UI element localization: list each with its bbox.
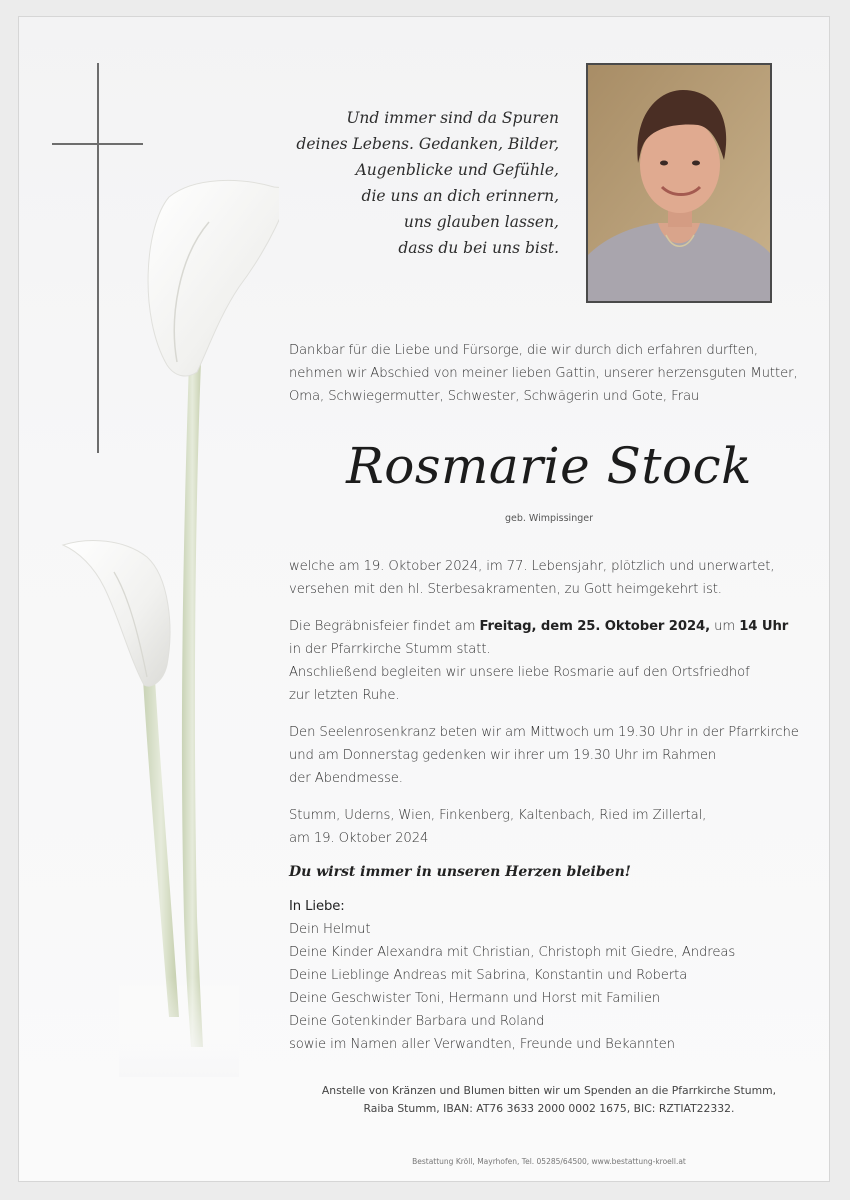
note-line: Raiba Stumm, IBAN: AT76 3633 2000 0002 1675, BIC: RZTIAT22332.	[363, 1102, 735, 1115]
text-line: Den Seelenrosenkranz beten wir am Mittwoch um 19.30 Uhr in der Pfarrkirche	[289, 725, 799, 740]
intro-text	[289, 339, 809, 408]
text-line: versehen mit den hl. Sterbesakramenten, zu Gott heimgekehrt ist.	[289, 582, 722, 597]
poem-line: uns glauben lassen,	[403, 213, 559, 231]
text-line: welche am 19. Oktober 2024, im 77. Lebensjahr, plötzlich und unerwartet,	[289, 559, 775, 574]
poem-line: die uns an dich erinnern,	[361, 187, 559, 205]
donation-note	[289, 1082, 809, 1118]
portrait-photo	[586, 63, 772, 303]
text-line: und am Donnerstag gedenken wir ihrer um 19.30 Uhr im Rahmen	[289, 748, 717, 763]
text-line: Dankbar für die Liebe und Fürsorge, die wir durch dich erfahren durften,	[289, 343, 759, 358]
family-list	[289, 895, 809, 1056]
funeral-text: um	[710, 619, 740, 634]
text-line: zur letzten Ruhe.	[289, 688, 400, 703]
funeral-info	[289, 615, 809, 707]
text-line: Stumm, Uderns, Wien, Finkenberg, Kaltenbach, Ried im Zillertal,	[289, 808, 707, 823]
family-line: sowie im Namen aller Verwandten, Freunde und Bekannten	[289, 1037, 675, 1052]
family-line: Deine Kinder Alexandra mit Christian, Christoph mit Giedre, Andreas	[289, 945, 736, 960]
poem	[259, 105, 559, 261]
text-line	[289, 615, 809, 638]
deceased-name: Rosmarie Stock	[346, 437, 752, 495]
places-date	[289, 804, 809, 850]
text-line: Anschließend begleiten wir unsere liebe Rosmarie auf den Ortsfriedhof	[289, 665, 750, 680]
obituary-sheet	[18, 16, 830, 1182]
portrait-image	[588, 65, 770, 301]
text-line: der Abendmesse.	[289, 771, 403, 786]
funeral-text: Die Begräbnisfeier findet am	[289, 619, 480, 634]
text-line: nehmen wir Abschied von meiner lieben Gattin, unserer herzensguten Mutter,	[289, 366, 798, 381]
death-notice	[289, 555, 809, 601]
text-line: Oma, Schwiegermutter, Schwester, Schwägerin und Gote, Frau	[289, 389, 700, 404]
family-line: Deine Lieblinge Andreas mit Sabrina, Konstantin und Roberta	[289, 968, 688, 983]
poem-line: dass du bei uns bist.	[398, 239, 559, 257]
lily-flower-bottom	[63, 541, 170, 687]
family-line: Deine Geschwister Toni, Hermann und Horst mit Familien	[289, 991, 661, 1006]
lily-stem-short	[143, 679, 179, 1017]
family-line: Dein Helmut	[289, 922, 371, 937]
motto: Du wirst immer in unseren Herzen bleiben!	[289, 864, 631, 880]
family-heading: In Liebe:	[289, 899, 345, 914]
text-line: am 19. Oktober 2024	[289, 831, 429, 846]
calla-lily-illustration	[19, 17, 279, 1177]
poem-line: deines Lebens. Gedanken, Bilder,	[296, 135, 559, 153]
note-line: Anstelle von Kränzen und Blumen bitten wir um Spenden an die Pfarrkirche Stumm,	[321, 1084, 777, 1097]
lily-stem-tall	[182, 362, 203, 1047]
funeral-date: Freitag, dem 25. Oktober 2024,	[479, 619, 711, 634]
funeral-time: 14 Uhr	[739, 619, 789, 634]
poem-line: Augenblicke und Gefühle,	[355, 161, 559, 179]
poem-line: Und immer sind da Spuren	[346, 109, 559, 127]
text-line: in der Pfarrkirche Stumm statt.	[289, 642, 491, 657]
birth-name: geb. Wimpissinger	[504, 513, 594, 524]
rosary-info	[289, 721, 809, 790]
funeral-home-footer: Bestattung Kröll, Mayrhofen, Tel. 05285/64500, www.bestattung-kroell.at	[412, 1157, 686, 1166]
family-line: Deine Gotenkinder Barbara und Roland	[289, 1014, 545, 1029]
